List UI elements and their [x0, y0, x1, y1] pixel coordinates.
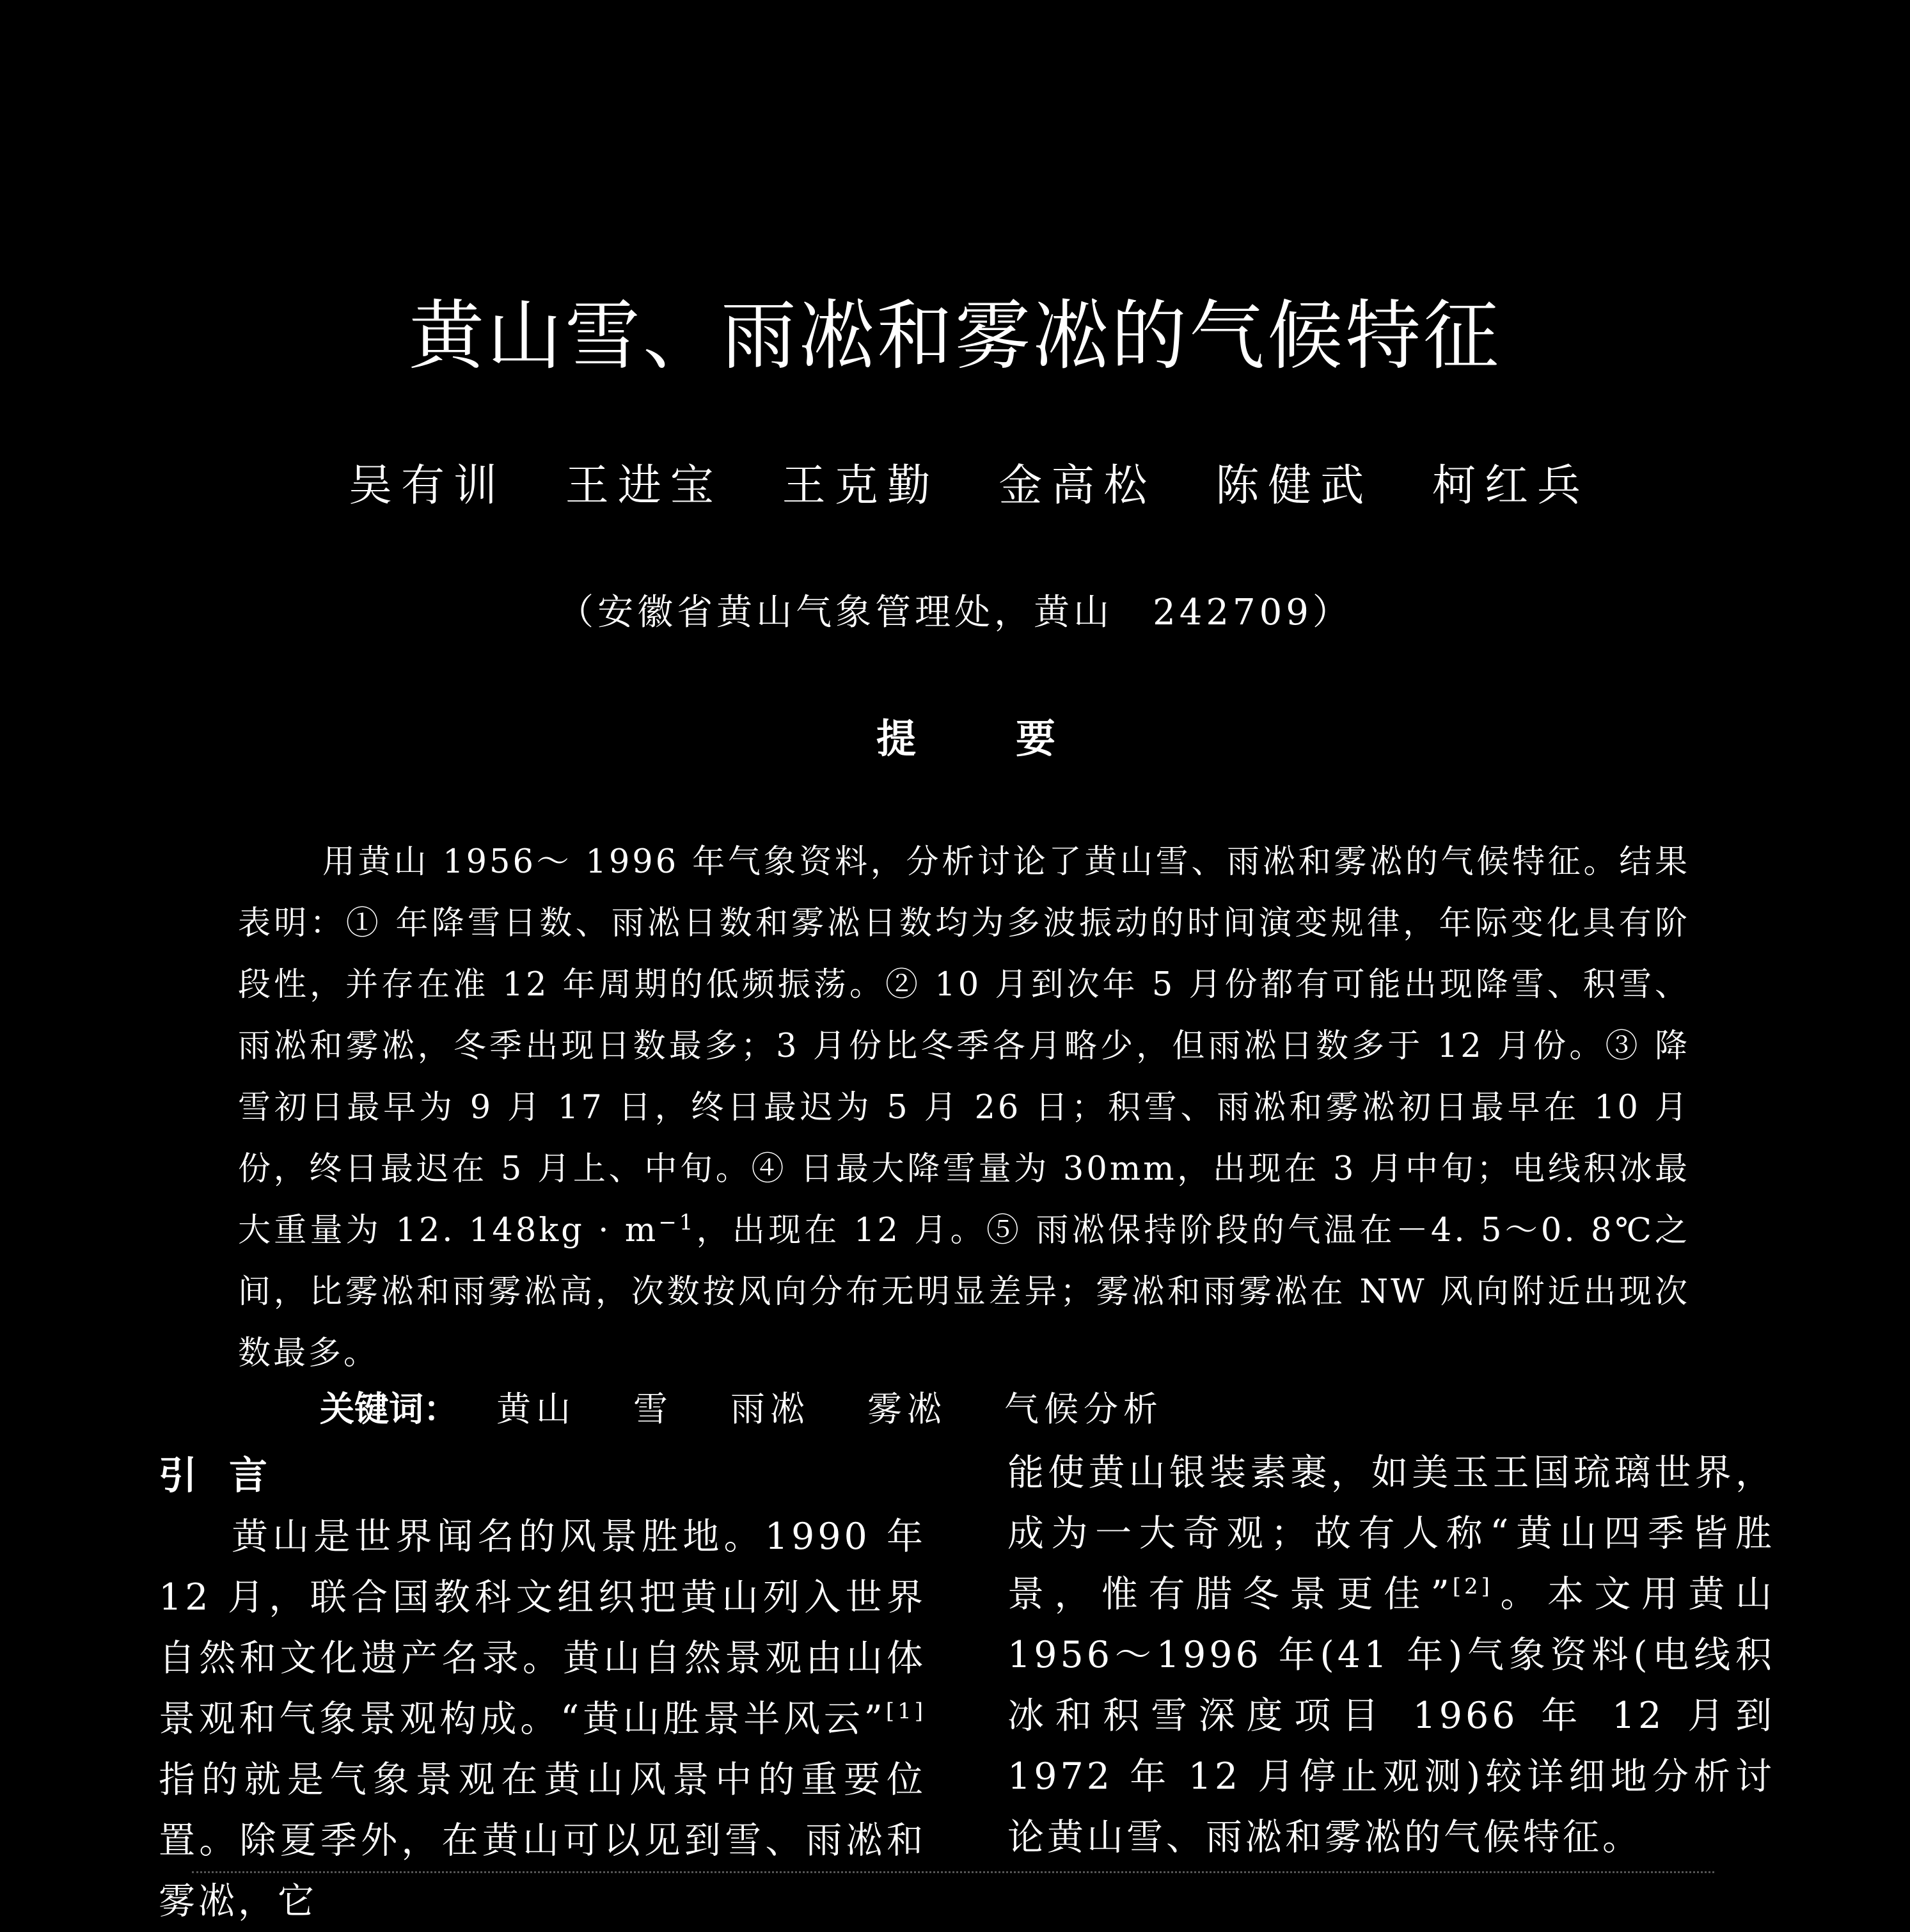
- author-name: 吴有训: [349, 461, 507, 511]
- citation-marker: [1]: [885, 1698, 926, 1724]
- author-name: 金高松: [998, 461, 1156, 511]
- citation-marker: [2]: [1452, 1574, 1493, 1599]
- author-name: 王克勤: [782, 461, 940, 511]
- paper-title: 黄山雪、雨凇和雾凇的气候特征: [408, 292, 1501, 380]
- abstract-text-end: ，出现在 12 月。⑤ 雨凇保持阶段的气温在－4. 5～0. 8℃之间，比雾凇和雨雾凇高，次数按风向分布无明显差异；雾凇和雨雾凇在 NW 风向附近出现次数最多。: [238, 1212, 1690, 1372]
- keyword: 雪: [633, 1389, 673, 1429]
- page-bottom-rule: [192, 1871, 1714, 1873]
- author-name: 王进宝: [565, 461, 723, 511]
- keywords-list: [496, 1381, 1163, 1438]
- intro-text-part: 黄山是世界闻名的风景胜地。1990 年 12 月，联合国教科文组织把黄山列入世界自然和文化遗产名录。黄山自然景观由山体景观和气象景观构成。“黄山胜景半风云”: [159, 1516, 926, 1740]
- section-heading-intro: 引言: [159, 1453, 299, 1498]
- intro-paragraph: [159, 1507, 926, 1932]
- intro-text-part: 指的就是气象景观在黄山风景中的重要位置。除夏季外，在黄山可以见到雪、雨凇和雾凇，它: [159, 1759, 926, 1922]
- abstract-text-main: 用黄山 1956～ 1996 年气象资料，分析讨论了黄山雪、雨凇和雾凇的气候特征。结果表明：① 年降雪日数、雨凇日数和雾凇日数均为多波振动的时间演变规律，年际变化具有阶段性，并存在准 12 年周期的低频振荡。② 10 月到次年 5 月份都有可能出现降雪、积雪、雨凇和雾凇，冬季出现日数最多；3 月份比冬季各月略少，但雨凇日数多于 12 月份。③ 降雪初日最早为 9 月 17 日，终日最迟为 5 月 26 日；积雪、雨凇和雾凇初日最早在 10 月份，终日最迟在 5 月上、中旬。④ 日最大降雪量为 30mm，出现在 3 月中旬；电线积冰最大重量为 12. 148kg · m: [238, 843, 1690, 1249]
- author-name: 柯红兵: [1432, 461, 1590, 511]
- author-name: 陈健武: [1215, 461, 1373, 511]
- keyword: 雨凇: [730, 1389, 810, 1429]
- abstract-text: [238, 832, 1690, 1384]
- unit-exponent: −1: [658, 1210, 696, 1235]
- abstract-heading-char: 提: [876, 715, 917, 762]
- body-column-right: [1007, 1443, 1775, 1868]
- abstract-heading: [876, 713, 1055, 764]
- keyword: 雾凇: [867, 1389, 947, 1429]
- keyword: 气候分析: [1004, 1389, 1163, 1429]
- intro-text-part: 。本文用黄山 1956～1996 年(41 年)气象资料(电线积冰和积雪深度项目 1966 年 12 月到 1972 年 12 月停止观测)较详细地分析讨论黄山雪、雨凇和雾凇的气候特征。: [1007, 1573, 1776, 1858]
- keyword: 黄山: [496, 1389, 576, 1429]
- body-column-left: [159, 1446, 926, 1932]
- abstract-heading-char: 要: [1015, 715, 1055, 762]
- keywords-row: [320, 1381, 1535, 1438]
- keywords-label: 关键词：: [320, 1389, 458, 1429]
- author-list: [349, 457, 1590, 515]
- affiliation: （安徽省黄山气象管理处，黄山 242709）: [558, 592, 1352, 633]
- intro-text-part: 能使黄山银装素裹，如美玉王国琉璃世界，成为一大奇观；故有人称“黄山四季皆胜景，惟有腊冬景更佳”: [1007, 1452, 1775, 1615]
